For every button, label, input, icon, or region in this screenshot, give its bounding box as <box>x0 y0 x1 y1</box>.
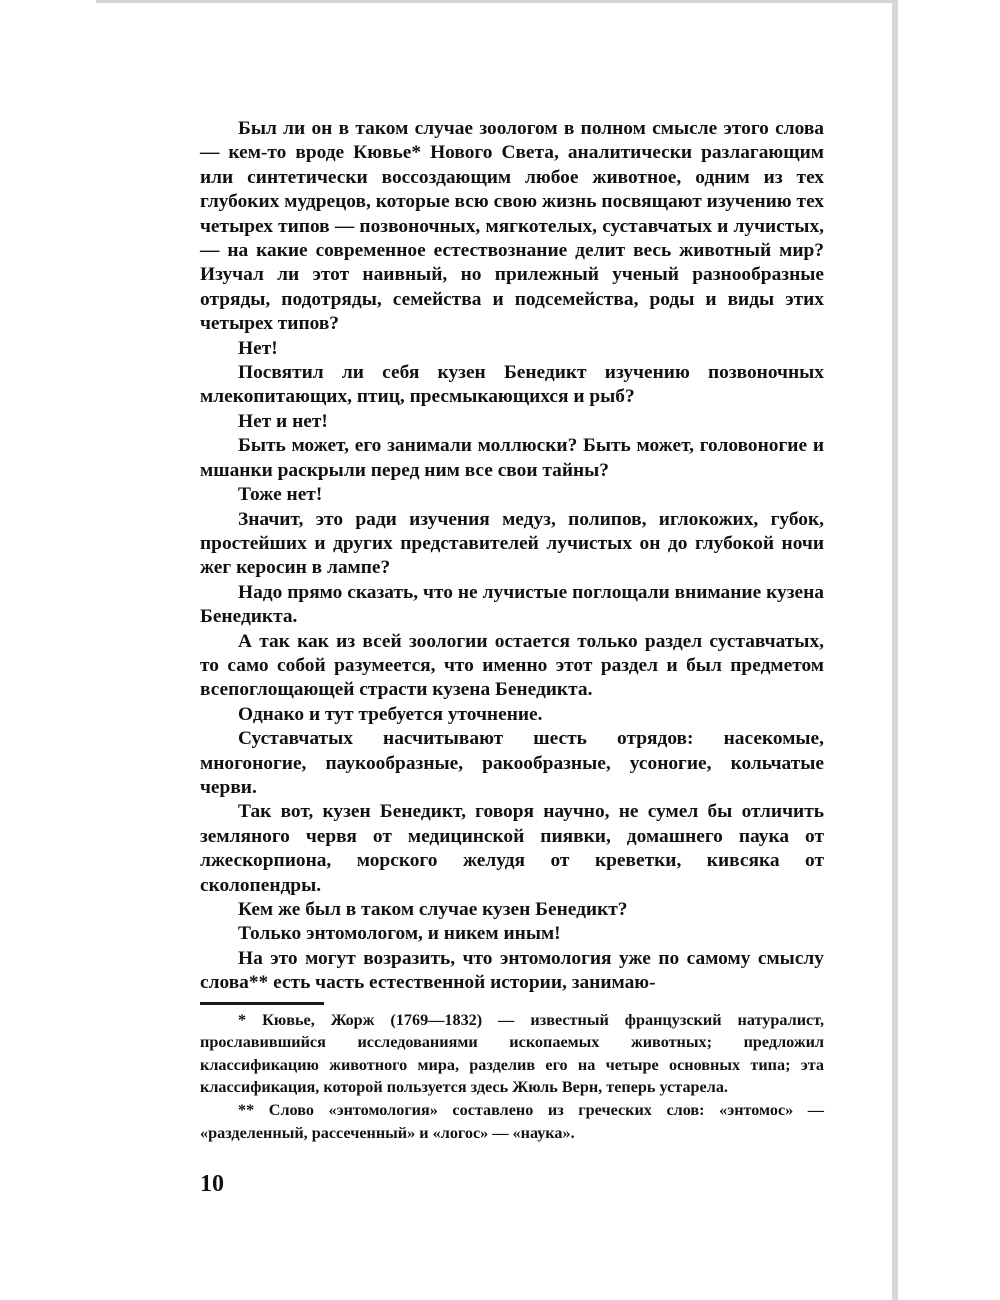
paragraph: А так как из всей зоологии остается только раздел суставчатых, то само собой разумеется, что именно этот раздел и был предметом всепоглощающей страсти кузена Бенедикта. <box>200 630 824 701</box>
footnote-cuvier: * Кювье, Жорж (1769—1832) — известный французский натуралист, прославившийся исследованиями ископаемых животных; предложил классификацию животного мира, разделив его на четыре основных типа; эта классификация, которой пользуется здесь Жюль Верн, теперь устарела. <box>200 1010 824 1097</box>
footnotes <box>200 1009 824 1145</box>
paragraph: Кем же был в таком случае кузен Бенедикт? <box>238 899 628 920</box>
paragraph: Быть может, его занимали моллюски? Быть может, головоногие и мшанки раскрыли перед ним все свои тайны? <box>200 435 824 481</box>
body-text <box>200 117 824 996</box>
footnote-entomology: ** Слово «энтомология» составлено из греческих слов: «энтомос» — «разделенный, рассеченный» и «логос» — «наука». <box>200 1101 824 1142</box>
paragraph: Был ли он в таком случае зоологом в полном смысле этого слова — кем-то вроде Кювье* Нового Света, аналитически разлагающим или синтетически воссоздающим любое животное, одним из тех глубоких мудрецов, которые всю свою жизнь посвящают изучению тех четырех типов — позвоночных, мягкотелых, суставчатых и лучистых, — на какие современное естествознание делит весь животный мир? Изучал ли этот наивный, но прилежный ученый разнообразные отряды, подотряды, семейства и подсемейства, роды и виды этих четырех типов? <box>200 118 824 335</box>
paragraph: Тоже нет! <box>238 484 323 506</box>
paragraph: На это могут возразить, что энтомология уже по самому смыслу слова** есть часть естественной истории, занимаю- <box>200 947 824 994</box>
paragraph: Суставчатых насчитывают шесть отрядов: насекомые, многоногие, паукообразные, ракообразные, усоногие, кольчатые черви. <box>200 728 824 798</box>
footnote-separator <box>200 1002 324 1005</box>
paragraph: Надо прямо сказать, что не лучистые поглощали внимание кузена Бенедикта. <box>200 581 824 628</box>
paragraph: Однако и тут требуется уточнение. <box>238 703 543 725</box>
page-number: 10 <box>200 1171 224 1198</box>
paragraph: Так вот, кузен Бенедикт, говоря научно, не сумел бы отличить земляного червя от медицинской пиявки, домашнего паука от лжескорпиона, морского желудя от креветки, кивсяка от сколопендры. <box>200 801 824 896</box>
paragraph: Значит, это ради изучения медуз, полипов, иглокожих, губок, простейших и других представителей лучистых он до глубокой ночи жег керосин в лампе? <box>200 508 824 579</box>
paragraph: Нет и нет! <box>238 410 328 432</box>
paragraph: Посвятил ли себя кузен Бенедикт изучению позвоночных млекопитающих, птиц, пресмыкающихся и рыб? <box>200 362 824 408</box>
book-page <box>96 0 898 1300</box>
paragraph: Только энтомологом, и никем иным! <box>238 923 561 945</box>
paragraph: Нет! <box>238 337 278 359</box>
